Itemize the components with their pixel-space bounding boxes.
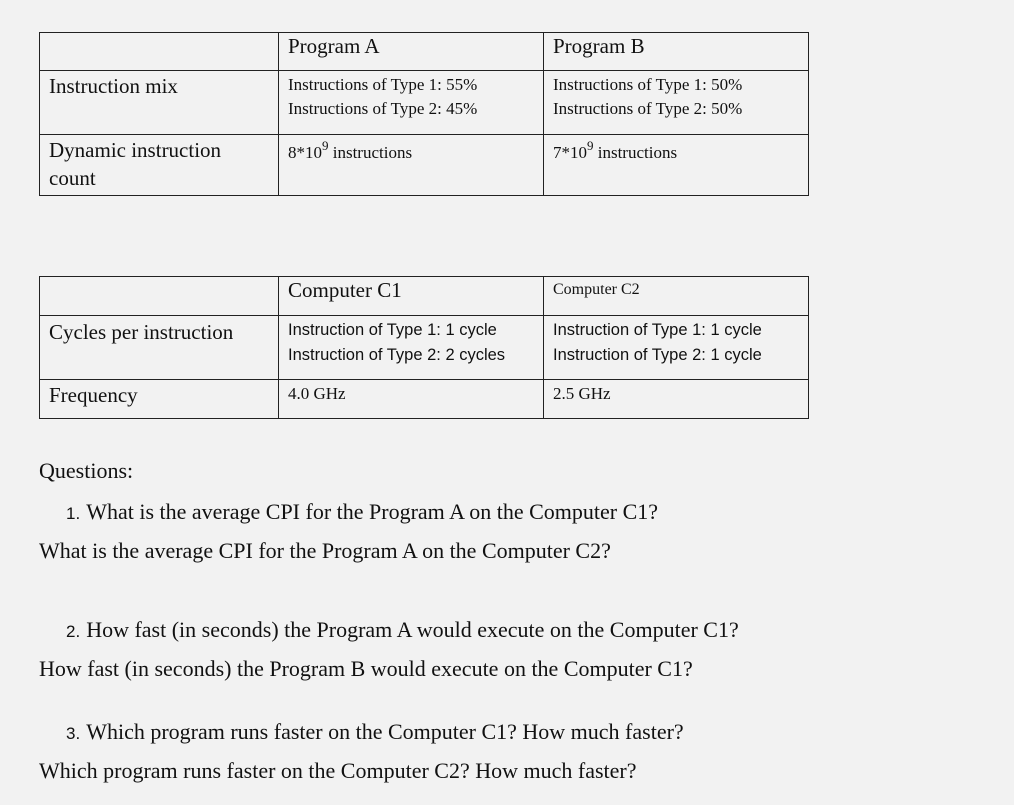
- cell-line: Instruction of Type 2: 1 cycle: [553, 346, 762, 364]
- computer-c2-frequency: 2.5 GHz: [544, 380, 809, 419]
- question-text: Which program runs faster on the Computer C1? How much faster?: [86, 719, 684, 744]
- row-label-instruction-mix: Instruction mix: [40, 71, 279, 135]
- question-1-followup: What is the average CPI for the Program A on the Computer C2?: [39, 538, 611, 563]
- table-row: [40, 135, 809, 196]
- programs-table: [39, 32, 809, 196]
- cell-line: Instructions of Type 2: 45%: [288, 99, 478, 118]
- question-3-followup: Which program runs faster on the Computer C2? How much faster?: [39, 758, 637, 783]
- table-corner-cell: [40, 277, 279, 316]
- table-row: [40, 71, 809, 135]
- question-number: 1.: [66, 504, 81, 523]
- computer-c2-cpi: [544, 316, 809, 380]
- column-header-program-b: Program B: [544, 33, 809, 71]
- cell-line: Instructions of Type 1: 55%: [288, 75, 478, 94]
- table-corner-cell: [40, 33, 279, 71]
- row-label-line: Dynamic instruction: [49, 138, 222, 162]
- cell-line: Instruction of Type 2: 2 cycles: [288, 346, 506, 364]
- count-suffix: instructions: [328, 143, 413, 162]
- count-base: 7*10: [553, 143, 587, 162]
- question-2: [66, 616, 739, 646]
- question-text: What is the average CPI for the Program A on the Computer C1?: [86, 499, 659, 524]
- computer-c1-cpi: [279, 316, 544, 380]
- count-exponent: 9: [322, 138, 329, 154]
- table-row: [40, 33, 809, 71]
- program-b-instruction-mix: [544, 71, 809, 135]
- computers-table: [39, 276, 809, 419]
- question-number: 3.: [66, 724, 81, 743]
- count-suffix: instructions: [593, 143, 678, 162]
- count-base: 8*10: [288, 143, 322, 162]
- table-row: [40, 316, 809, 380]
- column-header-computer-c2: Computer C2: [544, 277, 809, 316]
- question-1: [66, 498, 658, 528]
- program-b-instruction-count: [544, 135, 809, 196]
- question-text: How fast (in seconds) the Program A would execute on the Computer C1?: [86, 617, 739, 642]
- table-row: [40, 277, 809, 316]
- page-margin: [1014, 0, 1024, 805]
- row-label-dynamic-instruction-count: [40, 135, 279, 196]
- program-a-instruction-mix: [279, 71, 544, 135]
- cell-line: Instruction of Type 1: 1 cycle: [288, 321, 497, 339]
- row-label-frequency: Frequency: [40, 380, 279, 419]
- row-label-cycles-per-instruction: Cycles per instruction: [40, 316, 279, 380]
- table-row: [40, 380, 809, 419]
- cell-line: Instruction of Type 1: 1 cycle: [553, 321, 762, 339]
- program-a-instruction-count: [279, 135, 544, 196]
- question-2-followup: How fast (in seconds) the Program B would execute on the Computer C1?: [39, 656, 693, 681]
- row-label-line: count: [49, 166, 96, 190]
- question-number: 2.: [66, 622, 81, 641]
- questions-title: Questions:: [39, 458, 134, 483]
- computer-c1-frequency: 4.0 GHz: [279, 380, 544, 419]
- count-exponent: 9: [587, 138, 594, 154]
- cell-line: Instructions of Type 1: 50%: [553, 75, 743, 94]
- question-3: [66, 718, 684, 748]
- cell-line: Instructions of Type 2: 50%: [553, 99, 743, 118]
- column-header-computer-c1: Computer C1: [279, 277, 544, 316]
- column-header-program-a: Program A: [279, 33, 544, 71]
